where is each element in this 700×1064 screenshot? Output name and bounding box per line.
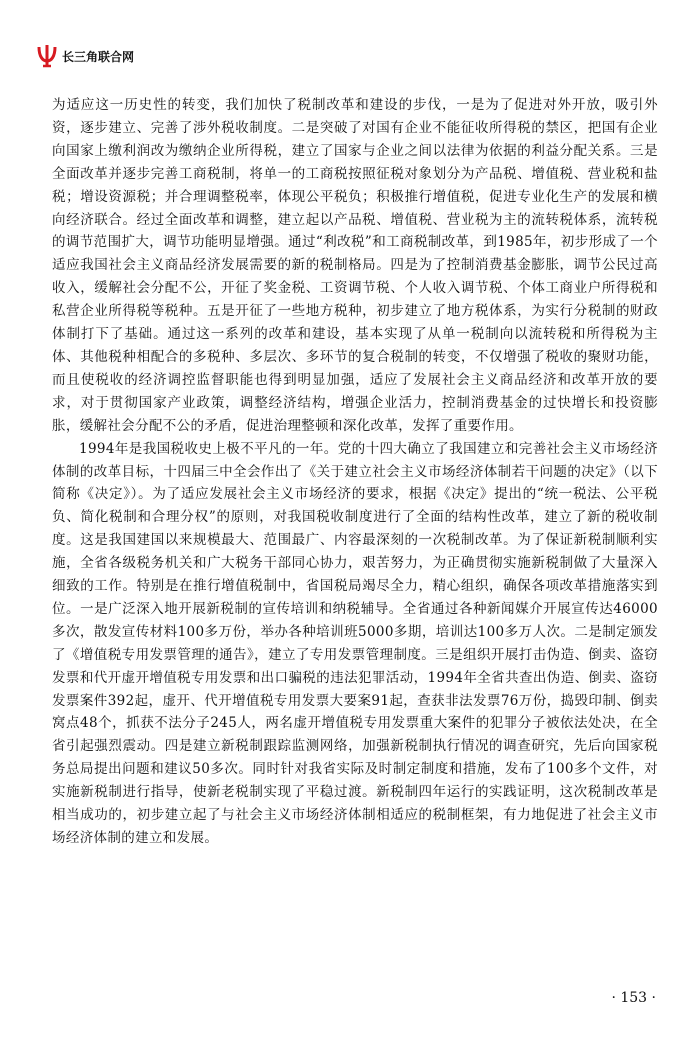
paragraph-1994-tax-reform: 1994年是我国税收史上极不平凡的一年。党的十四大确立了我国建立和完善社会主义市场经济体制的改革目标，十四届三中全会作出了《关于建立社会主义市场经济体制若干问题的决定》（以下简称《决定》）。为了适应发展社会主义市场经济的要求，根据《决定》提出的“统一税法、公平税负、简化税制和合理分权”的原则，对我国税收制度进行了全面的结构性改革，建立了新的税收制度。这是我国建国以来规模最大、范围最广、内容最深刻的一次税制改革。为了保证新税制顺利实施，全省各级税务机关和广大税务干部同心协力，艰苦努力，为正确贯彻实施新税制做了大量深入细致的工作。特别是在推行增值税制中，省国税局竭尽全力，精心组织，确保各项改革措施落实到位。一是广泛深入地开展新税制的宣传培训和纳税辅导。全省通过各种新闻媒介开展宣传达46000多次，散发宣传材料100多万份，举办各种培训班5000多期，培训达100多万人次。二是制定颁发了《增值税专用发票管理的通告》，建立了专用发票管理制度。三是组织开展打击伪造、倒卖、盗窃发票和代开虚开增值税专用发票和出口骗税的违法犯罪活动，1994年全省共查出伪造、倒卖、盗窃发票案件392起，虚开、代开增值税专用发票大要案91起，查获非法发票76万份，捣毁印制、倒卖窝点48个，抓获不法分子245人，两名虚开增值税专用发票重大案件的犯罪分子被依法处决，在全省引起强烈震动。四是建立新税制跟踪监测网络，加强新税制执行情况的调查研究，先后向国家税务总局提出问题和建议50多次。同时针对我省实际及时制定制度和措施，发布了100多个文件，对实施新税制进行指导，使新老税制实现了平稳过渡。新税制四年运行的实践证明，这次税制改革是相当成功的，初步建立起了与社会主义市场经济体制相适应的税制框架，有力地促进了社会主义市场经济体制的建立和发展。: [52, 440, 658, 846]
site-name: 长三角联合网: [62, 49, 135, 64]
page-header: [36, 44, 134, 68]
paragraph-tax-reform-history: 为适应这一历史性的转变，我们加快了税制改革和建设的步伐，一是为了促进对外开放，吸引外资，逐步建立、完善了涉外税收制度。二是突破了对国有企业不能征收所得税的禁区，把国有企业向国家上缴利润改为缴纳企业所得税，建立了国家与企业之间以法律为依据的利益分配关系。三是全面改革并逐步完善工商税制，将单一的工商税按照征税对象划分为产品税、增值税、营业税和盐税；增设资源税；并合理调整税率，体现公平税负；积极推行增值税，促进专业化生产的发展和横向经济联合。经过全面改革和调整，建立起以产品税、增值税、营业税为主的流转税体系，流转税的调节范围扩大，调节功能明显增强。通过“利改税”和工商税制改革，到1985年，初步形成了一个适应我国社会主义商品经济发展需要的新的税制格局。四是为了控制消费基金膨胀，调节公民过高收入，缓解社会分配不公，开征了奖金税、工资调节税、个人收入调节税、个体工商业户所得税和私营企业所得税等税种。五是开征了一些地方税种，初步建立了地方税体系，为实行分税制的财政体制打下了基础。通过这一系列的改革和建设，基本实现了从单一税制向以流转税和所得税为主体、其他税种相配合的多税种、多层次、多环节的复合税制的转变，不仅增强了税收的聚财功能，而且使税收的经济调控监督职能也得到明显加强，适应了发展社会主义商品经济和改革开放的要求，对于贯彻国家产业政策，调整经济结构，增强企业活力，控制消费基金的过快增长和投资膨胀，缓解社会分配不公的矛盾，促进治理整顿和深化改革，发挥了重要作用。: [52, 97, 658, 434]
page-number: · 153 ·: [611, 990, 656, 1006]
site-logo-icon: [36, 44, 58, 68]
article-body: [52, 94, 658, 850]
